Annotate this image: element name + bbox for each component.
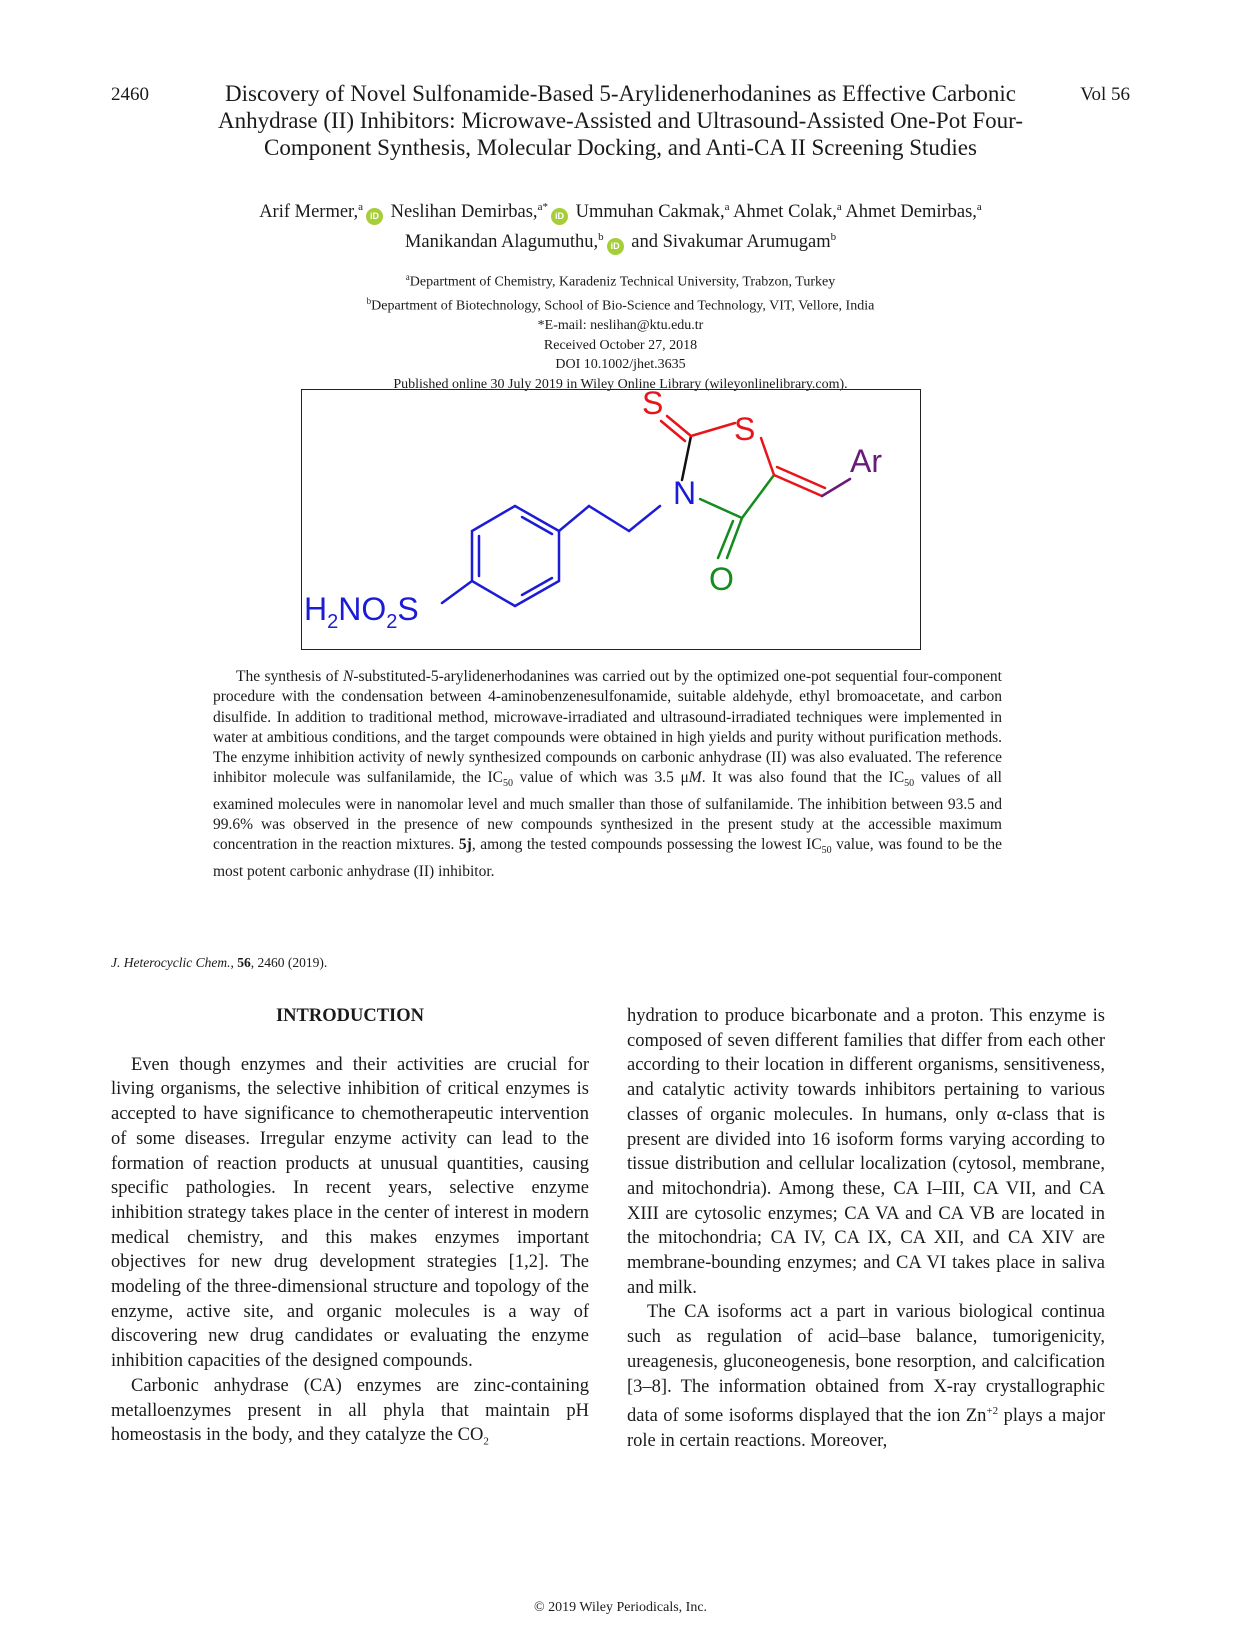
section-heading: INTRODUCTION xyxy=(275,1006,425,1026)
atom-label: N xyxy=(673,475,697,511)
graphical-abstract xyxy=(301,389,921,650)
affiliations xyxy=(150,268,1091,394)
affiliation-b: $^b$Department of Biotechnology, School of Bio-Science and Technology, VIT, Vellore, India xyxy=(366,296,875,314)
article-title: Discovery of Novel Sulfonamide-Based 5-Arylidenerhodanines as Effective Carbonic Anhydrase (II) Inhibitors: Microwave-Assisted and Ultrasound-Assisted One-Pot Four-Component Synthesis, Molecular Docking, and Anti-CA II Screening Studies xyxy=(217,81,1024,160)
bond xyxy=(761,438,774,475)
author-name: Ahmet Demirbas, xyxy=(845,202,977,223)
orcid-icon[interactable]: iD xyxy=(551,208,568,225)
bond xyxy=(667,416,691,436)
bond xyxy=(700,499,742,518)
bond xyxy=(718,521,733,558)
author-name: Ummuhan Cakmak, xyxy=(575,202,725,223)
bond xyxy=(777,467,825,488)
chemical-structure xyxy=(302,390,919,648)
bond xyxy=(822,479,850,496)
bond xyxy=(742,475,774,518)
bond xyxy=(774,475,822,496)
paragraph: Carbonic anhydrase (CA) enzymes are zinc-containing metalloenzymes present in all phyla that maintain pH homeostasis in the body, and they catalyze the $CO_2$ xyxy=(111,1375,589,1448)
body-column-right xyxy=(627,1004,1105,1454)
affiliation-a: $^a$Department of Chemistry, Karadeniz Technical University, Trabzon, Turkey xyxy=(405,272,836,290)
abstract: The synthesis of N-substituted-5-arylidenerhodanines was carried out by the optimized one-pot sequential four-component procedure with the condensation between 4-aminobenzenesulfonamide, suitable aldehyde, ethyl bromoacetate, and carbon disulfide. In addition to traditional method, microwave-irradiated and ultrasound-irradiated techniques were implemented in water at ambitious conditions, and the target compounds were obtained in high yields and purity without purification methods. The enzyme inhibition activity of newly synthesized compounds on carbonic anhydrase (II) was also evaluated. The reference inhibitor molecule was sulfanilamide, the $IC_{50}$ value of which was 3.5 μM. It was also found that the $IC_{50}$ values of all examined molecules were in nanomolar level and much smaller than those of sulfanilamide. The inhibition between 93.5 and 99.6% was observed in the presence of new compounds synthesized in the present study at the accessible maximum concentration in the reaction mixtures. 5j, among the tested compounds possessing the lowest $IC_{50}$ value, was found to be the most potent carbonic anhydrase (II) inhibitor. xyxy=(213,668,1002,880)
author-name: Neslihan Demirbas, xyxy=(390,202,538,223)
bond xyxy=(691,423,735,436)
sulfonamide-group: $H_2NO_2S$ xyxy=(304,591,419,633)
page-number: 2460 xyxy=(111,84,149,105)
author-list: Arif Mermer,$^a$iD Neslihan Demirbas,$^{a*}$iD Ummuhan Cakmak,$^a$ Ahmet Colak,$^a$ Ahmet Demirbas,$^a$ Manikandan Alagumuthu,$^b$iD and Sivakumar Arumugam$^b$ xyxy=(150,195,1091,255)
author-name: Arif Mermer, xyxy=(259,202,359,223)
orcid-icon[interactable]: iD xyxy=(366,208,383,225)
paragraph: The CA isoforms act a part in various biological continua such as regulation of acid–base balance, tumorigenicity, ureagenesis, gluconeogenesis, bone resorption, and calcification [3–8]. The information obtained from X-ray crystallographic data of some isoforms displayed that the ion $Zn^{+2}$ plays a major role in certain reactions. Moreover, xyxy=(627,1302,1105,1452)
doi[interactable]: DOI 10.1002/jhet.3635 xyxy=(555,357,686,373)
author-name: Manikandan Alagumuthu, xyxy=(404,232,599,253)
published-online: Published online 30 July 2019 in Wiley Online Library (wileyonlinelibrary.com). xyxy=(393,376,848,392)
paragraph: Even though enzymes and their activities are crucial for living organisms, the selective inhibition of critical enzymes is accepted to have significance to chemotherapeutic intervention of some diseases. Irregular enzyme activity can lead to the formation of reaction products at unusual quantities, causing specific pathologies. In recent years, selective enzyme inhibition strategy takes place in the center of interest in modern medical chemistry, and this makes enzymes important objectives for new drug development strategies [1,2]. The modeling of the three-dimensional structure and topology of the enzyme, active site, and organic molecules is a way of discovering new drug candidates or evaluating the enzyme inhibition capacities of the designed compounds. xyxy=(111,1054,589,1372)
corresponding-email[interactable]: *E-mail: neslihan@ktu.edu.tr xyxy=(537,318,704,334)
body-column-left xyxy=(111,1004,589,1455)
benzene-ring xyxy=(442,506,660,606)
received-date: Received October 27, 2018 xyxy=(543,337,698,353)
copyright-footer: © 2019 Wiley Periodicals, Inc. xyxy=(533,1600,708,1615)
author-name: Ahmet Colak, xyxy=(733,202,837,223)
atom-label: S xyxy=(734,411,756,447)
paragraph: hydration to produce bicarbonate and a proton. This enzyme is composed of seven different families that differ from each other according to their location in different organisms, sensitiveness, and catalytic activity towards inhibitors pertaining to various classes of organic molecules. In humans, only α-class that is present are divided into 16 isoform forms varying according to tissue distribution and cellular localization (cytosol, membrane, and mitochondria). Among these, CA I–III, CA VII, and CA XIII are cytosolic enzymes; CA VA and CA VB are located in the mitochondria; CA IV, CA IX, CA XII, and CA XIV are membrane-bounding enzymes; and CA VI takes place in saliva and milk. xyxy=(627,1006,1105,1298)
volume-label: Vol 56 xyxy=(1080,84,1130,105)
atom-label: Ar xyxy=(850,443,882,479)
atom-label: S xyxy=(642,390,664,421)
atom-label: O xyxy=(709,561,734,597)
journal-citation: J. Heterocyclic Chem., 56, 2460 (2019). xyxy=(111,955,328,970)
bond xyxy=(727,518,742,558)
bond xyxy=(661,421,685,441)
bond xyxy=(682,436,691,480)
author-name: and Sivakumar Arumugam xyxy=(631,232,831,253)
orcid-icon[interactable]: iD xyxy=(607,238,624,255)
